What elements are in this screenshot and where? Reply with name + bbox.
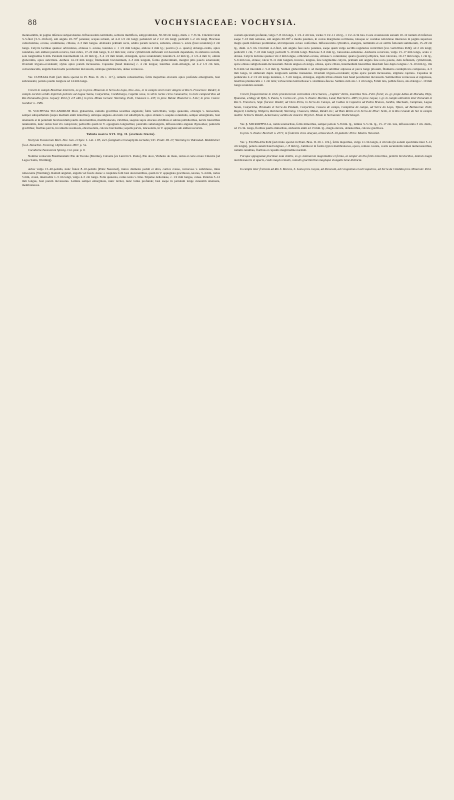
synonyms: Vochysia Tucanorum Mart. Nov. Gen. et Spec. I. 142. t. 85, excl. fastigiatis et hexaphylla excludes; DC. Prodr. III. 27; Warming in Videnskab. Meddelelser fra d. Naturhist. Forening i Kjöbenhavn 1867. p. 54. [22,138,220,147]
page-number: 88 [28,18,38,27]
variety-gamma-note: Forsque oppugnatae plurimae nota similis, ex gr. laminarum magnitudine et forma, at semper ab illa foliis minoribus, petiolis brevioribus, laminis magis membranaceis et opacis, costis magis remotis, ramulis gracilioribus magisque elongatis bene distincta. [234,154,432,163]
vernacular-names: Nomina vernacula Brasiliensium: Pão de Tucano (Martius), Caixetta (ex Lund in S. Paulo), Pão doce, Vinheiro do mato, rarius et certe errore Cinzeira (ad Lagoa Santa, Warming). [22,153,220,163]
right-column [234,33,432,189]
variety-beta: Var. β. MICROPHYLLA, ramis teretioribus, foliis minoribus, semper petiolo 5–8 mm. lg., lamina 3–5 cm. lg., 15–17 cm. lata, inflorescentia 3 cm. diam., ad 15 cm. longa, floribus paullo minoribus, alabastris enim ad 13 mm. lg., magis elevata, obtusioribus, calcare graciliore. [234,121,432,130]
running-title: VOCHYSIACEAE: VOCHYSIA. [154,18,297,27]
variety-gamma-locality: In campis inter fruticeta ad Rio S. Marcos, S. Luzia prov. Goyaz, ad Paracatú, ad Congonhas et ad Caqueiras, ad Serra da Cândida prov. Minarum: Pohl. [240,166,432,171]
synonyms-2: Cucullaria Tucanorum Spreng. Cur. post. p. 9. [28,148,86,153]
two-column-body [22,33,432,189]
paragraph: Var. CUNEATA Pohl (sub titulo speciei in Pl. Bras. II. 26. t. 117.), ramulis robustioribus, foliis majoribus obovatis apice profunde emarginatis, basi subcuneatis; petiolo paullo longiore ad 14 mm longo. [22,75,220,84]
description: Arbor vulgo 15–40-pedalis, nunc frutex 8–10-pedalis (Prinz Neuwied), trunco diametro pedali et ultra, cortice crasso, verrucoso v. subrimoso, intus rubescente (Warming). Ramuli angulati, angulis vel fuscis donec a cuspidate folii basi decurrentibus, quam in V. oppugnata graciliores, teretes, 3–4 mm, rarius 5 mm, crassi, internodiis 1–3 cm longi, vulgo 4–5 cm longa. Folia quaterna, rarius terna v. bina. Stipulae deltoideae, c. 1/2 mm longae, canae. Petiolus 3–12 mm longus, basi parum incrassatus. Lamina semper emarginata, nunc leviter, nunc latius profunde; basi saepe in petiolum longe cuneatim attenuata, membranacea. [22,166,220,188]
variety-beta-locality: In prov. S. Paulo: Burchell n. 4571; in fruticetis circa Araçuaí, arbuscula 8–10-pedalis: Princ. Maxim. Neuwied. [240,131,380,136]
locality-paragraph: Crescit in campis Brasiliae interioris, ex gr. in prov. Minarum et Serra do Lopo, Nov.-Jan., et in campis siccis inter Alegres et Rio S. Francisco: Riedel; in campis excelsis aridis imprimis petrosis ad Lagoa Santa, Caiçarinha, Cordisburgo, Capella nova, in silvis rarius circa Canavarhe, in locis campestribus ad Rio Paranaíba (prov. Goyaz): Pohl (1 2/3 altit.) in prov. Minas Geraes: Warming, Pohl, Claussen n. 433; in prov. Bahia: Blanchet n. 3411; in prov. Ceara: Gardner n. 1586. [22,88,220,105]
running-header [28,18,426,27]
paragraph: monnoanthis, in pagina inferiore subpersistente. Inflorescentia terminalis, solitaria multiflora, subpyramidata, 30–90 cm longa, diam. c. 7–8 cm. Cincinni valde 3–5-flori (3–5–10-flori), sub angulo 45–70° patentes; scapus robusti, ad 4–6 1/2 cm longi; pedunculi ad 2 1/2 cm longi; pedicelli 1–2 cm longi. Bracteae caducissimae, ovatae, acuminatae, ciliatae, 2–3 mm longae. Alabastra primum recta, adulta parum recurva, subulata, obtusa v. acuta (basi rotundata) 2 cm longa. Calycis laciniae quatuor orbiculares, obtusae v. acutae, laterales c. 1 1/2 mm longae, anticae 2 mm lg.; postica (i. e. quarta) oblongo-ovalis, apice rotundata, sub anthesi parum recurva, basi rubra, 17–22 mm longa, 9–12 mm lata; calcar cylindricum deflexum vel deorsum dependens, in alabastro rectum, sola longitudine 6 mm. Petalum intermedium 14–16 mm lg., 3–4 1/2 mm latum, oblongum, apice rotundatum; lateralia 9–12 mm lg., 2 1/2–4 mm lt.; omnia glaberrima, apice subciliata. Anthera 14–19 mm longa; filamentum brevissimum, 2–3 mm longum, forma glaberrimum, margini pilis paucis adornatum; Ovarium trigono-ovoideum; stylus apice parum incrassatus. Capsulae (haud maturae) c. 4 cm longae; lateribus ovali-oblongis, ad 2–2 1/2 cm latis, convexiusculis, angulis haud nodis peculiariter incrassatis, utrinque glabriuscula, dense verrucosa. [22,33,220,71]
variety-gamma: Var. γ. ELONGATA Pohl (sub titulo speciei in Plant. Bras. II. 29. t. 119.), foliis majoribus, vulgo 11 cm longis, 4 cm latis (in eodem specimine inter 5–12 cm longis), petiolo autem haud longiore, c. 8 mm lg., lamina ut in forma typica membranacea, opaca, remote costata, costis secundariis tamen numerosioribus, ramulis tenuibus, floribus et capsulis magnitudine normali. [234,140,432,153]
table-note: Tabula nostra XVI. Fig. II. (exclusis fructu). [86,132,156,137]
paragraph: costam epicatam profunde, vulgo 7–8 cm longa, 1 1/2–2 cm lata, varius 3 1/2–11 cm lg., 1 1/2–4 cm lata. Costa crassiuscula sursum 10–12 tantum ab inferiore saepe 7–10 mm remotae, sub angulo 60–80° a media patentes, in costas marginales reclinatae, ideoque ac costulae reticulatae interiores in pagina superiore magis quam inferiore prominulae, ubi impressis colore conformes. Inflorescentia cylindrica, elongata, terminalis et ex axillis foliorum summorum, 15–20 cm lg., diam. 4–5 cm. Cincinni 4–2-flori, sub angulo fere recto patentes, saepe quam vulgo sectilis regularius verticillati (var. verticillata Pohl); ad 2 cm longi; pedicelli 1 cm, 7–10 mm longi; pedicelli 5–10 mm longi. Bracteae 3–6 mm lg., lanceolato-subulatae. Alabastra recurvata, vulgo 15–17 mm longa, acuta v. obtusa. Calycis laciniae quatuor vix 2 mm longae, orbiculari-ovatae, obtusae v. rotundatae; quarta (postica) elliptica, basi calcarata, 10–17 mm longa, 1 cm lg., 5–6 mm lata, obtusa; calcar 8–11 mm longum, incurvo, longius, fere longitudine calycis, primum sub angulo fere recto patens, dein deflexum, cylindricum, apice obtuso subglobosum-incrassatum. Petala ungues ob-longa, obtusa, apice ciliata, intermedium lateralibus interdum fere duplo longius c. 9–10 mm lg., illa 8–9 mm vel interdum c. 5–6 mm lg. Stamen glaberrimum v. ad marginem subtiliter adpresse et parce longe pilosum, filamento conduplicato compresso, 4–5 mm longo, in antheram duplo longiorem semine transeunte. Ovarium trigono-ovoideum; stylus apice parum incrassatus, stigmate capitato. Capsulae in pedunculo 2–2 1/2 cm longo nutantes, c. 3 cm longae, oblongae, angulis tribus obtusis basi haud peculiariter incrassatis. Semineribus verrucosae et rugulosae, lateribus planiusculis c. 1 cm latis; valvae intus lenticellosae v. straminea-fuscae. Semina cum ala c. 2 cm longa, 8 mm lata, pallide fusca, ala oblonga c. 10 mm longa rotundata sursum. [234,33,432,88]
locality-paragraph: Crescit frequentissime in silvis provinciarum centralium circa Sarum, „Capões" dictis, montibus Nov.–Febr. floret; ex. gr. prope Aldea de Morada, Hoje, Ypanema, a Mogy de Ypês, S. Paulo, S. Carlos etc., prov. S. Paulo: Martius, Lund, Burchell n. 4805; in prov. Goyaz, r. gr. in campis altissimis inter Paracatú et Rio S. Francisco, Sept. floruns: Riedel; ad Ouro Preto, in Serra do Caraça, ad Caldas in Capoeira ad Pedra Branca, Jardim, Machado, Campinas, Lagoa Santa, Caiçarinha, Brumado et Serra da Piedade, Caiçarinha, Casaca de campo, Campinha de campo, ad Serra do Lopo, Tijuco, ad Barbacena: Pohl, Regnell, Lindberg, Widgren, Reinhardt, Warming, Claussen, Mikan, Riedel etc.; ad Bom Retiro et in Serra de Pilar: Sello, et in Rio Grande do Sul in campis mediis: Schlech. Riedel, Ackermann; ad Rio de Janeiro: Heyrich. Etiam in Surinamia: Wullschlaegel. [234,92,432,118]
species-heading: 35. VOCHYSIA TUCANORUM Mart. glaberrima, ramulis gracilibus teretibus angulatis; foliis verticillatis, vulgo quaternis, oblongis v. lanceolatis, semper subspathulatis (supra medium enim latioribus), utrinque angusto-obovatis vel subellipticis, apice obtusis v. saepius rotundatis, semper emarginatis, basi attenuatis et in petiolum breviusculum paullo decurrentibus, membranaceis, viridibus, saepius supra obscure-viridibus et subtus pallidioribus, nervis lateralibus tenuissimis, nunc rarius basi vix conspicuis; pedicellis quam in V. oppugnata longioribus; paniculis subelongatis, inflorescentia anguste thyrsoidea; paniculis gracilibus; floribus parvis, in ramulis racemosis, ebracteolatis, calcare brevissimo; sepalis parvis, lanceolatis, in V. oppugnata sub anthesi recurvis. [22,109,220,131]
left-column [22,33,220,189]
